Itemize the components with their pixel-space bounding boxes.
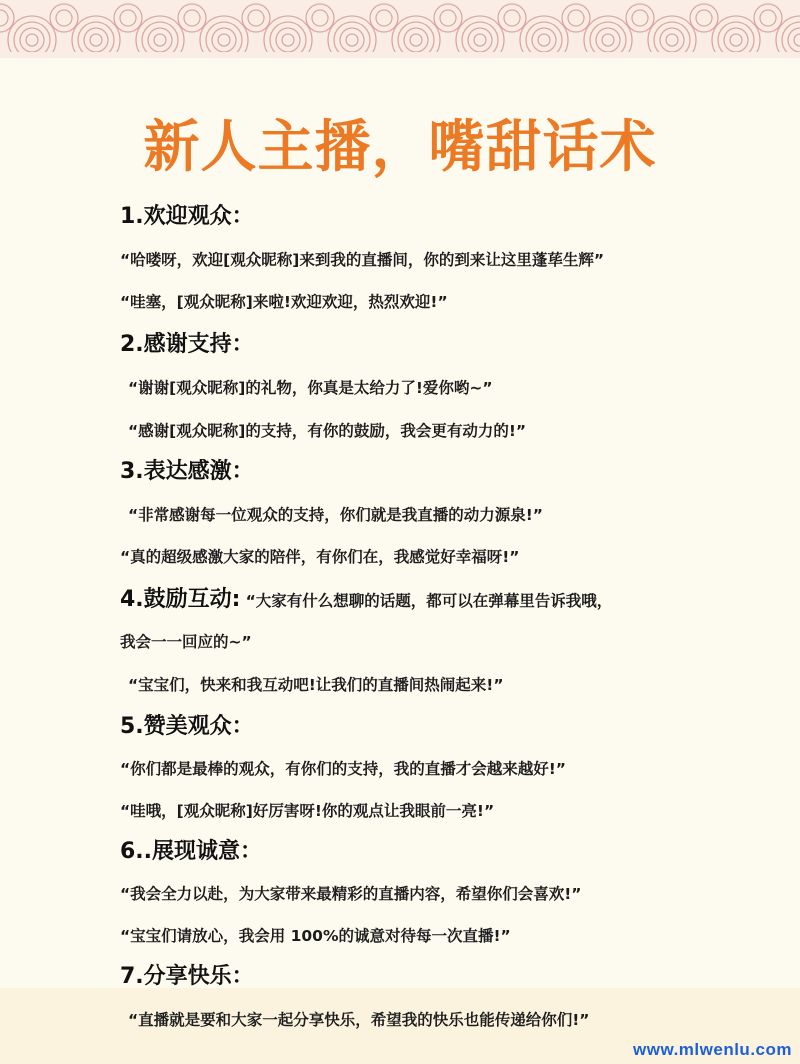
phrase-line: “大家有什么想聊的话题，都可以在弹幕里告诉我哦， xyxy=(245,592,613,610)
phrase-line: “你们都是最棒的观众，有你们的支持，我的直播才会越来越好!” xyxy=(120,760,566,778)
phrase-line: 我会一一回应的~” xyxy=(120,633,252,651)
page-title: 新人主播，嘴甜话术 xyxy=(143,115,657,180)
phrase-line: “我会全力以赴，为大家带来最精彩的直播内容，希望你们会喜欢!” xyxy=(120,885,582,903)
section-heading: 5.赞美观众： xyxy=(120,714,254,739)
section-heading: 4.鼓励互动: xyxy=(120,587,241,612)
phrase-line: “哇塞，[观众昵称]来啦!欢迎欢迎，热烈欢迎!” xyxy=(120,293,448,311)
phrase-line: “直播就是要和大家一起分享快乐，希望我的快乐也能传递给你们!” xyxy=(128,1011,590,1029)
phrase-line: “谢谢[观众昵称]的礼物，你真是太给力了!爱你哟~” xyxy=(128,379,493,397)
phrase-line: “非常感谢每一位观众的支持，你们就是我直播的动力源泉!” xyxy=(128,506,543,524)
phrase-line: “真的超级感激大家的陪伴，有你们在，我感觉好幸福呀!” xyxy=(120,548,520,566)
decorative-top-border xyxy=(0,0,800,58)
phrase-line: “宝宝们请放心，我会用 100%的诚意对待每一次直播!” xyxy=(120,927,511,945)
site-watermark: www.mlwenlu.com xyxy=(633,1040,792,1059)
section-heading: 1.欢迎观众： xyxy=(120,204,254,229)
section-heading: 7.分享快乐： xyxy=(120,964,254,989)
section-heading: 6..展现诚意： xyxy=(120,839,263,864)
phrase-line: “宝宝们，快来和我互动吧!让我们的直播间热闹起来!” xyxy=(128,676,504,694)
section-heading: 2.感谢支持： xyxy=(120,332,254,357)
phrase-line: “哈喽呀，欢迎[观众昵称]来到我的直播间，你的到来让这里蓬荜生辉” xyxy=(120,251,605,269)
section-heading: 3.表达感激： xyxy=(120,459,254,484)
section-heading-row xyxy=(120,585,612,616)
wave-pattern-icon xyxy=(0,0,800,58)
phrase-line: “哇哦，[观众昵称]好厉害呀!你的观点让我眼前一亮!” xyxy=(120,802,495,820)
phrase-line: “感谢[观众昵称]的支持，有你的鼓励，我会更有动力的!” xyxy=(128,422,527,440)
